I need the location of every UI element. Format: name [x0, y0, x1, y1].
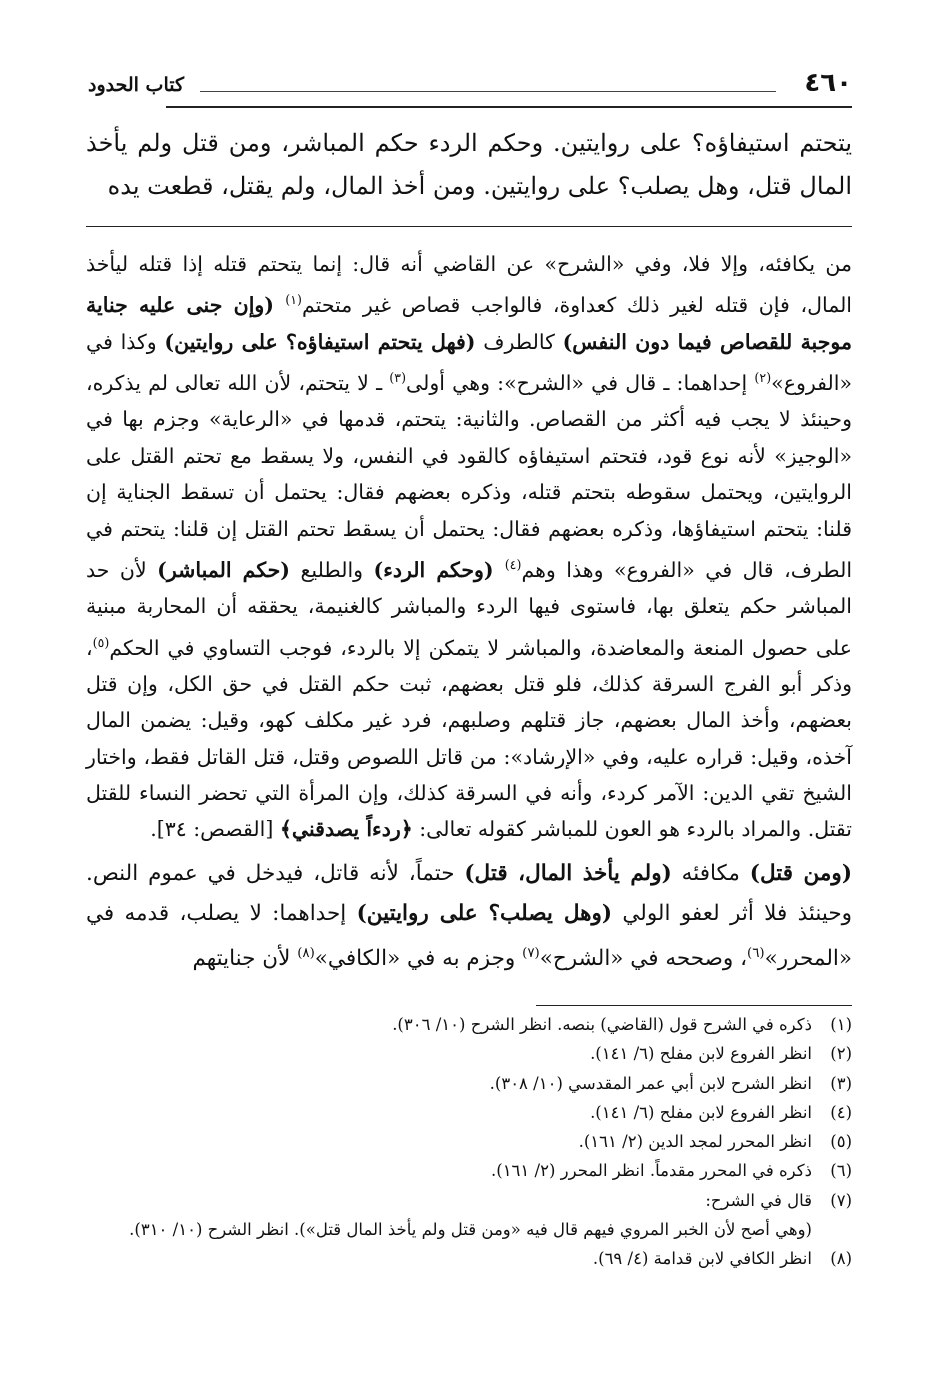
main-text: يتحتم استيفاؤه؟ على روايتين. وحكم الردء حكم المباشر، ومن قتل ولم يأخذ المال قتل، وهل يصلب؟ على روايتين. ومن أخذ المال، ولم يقتل، قطعت يده: [86, 129, 852, 200]
footnote-ref: (٣): [389, 370, 407, 386]
footnote-number: (٤): [830, 1102, 852, 1122]
footnote: [86, 1010, 852, 1039]
matn-quote: (ومن قتل): [749, 860, 852, 886]
footnote: [86, 1098, 852, 1127]
commentary-text: إحداهما: لا يصلب، قدمه في «المحرر»: [86, 900, 852, 971]
footnote-text: انظر الفروع لابن مفلح (٦/ ١٤١).: [590, 1044, 812, 1064]
footnote-text: انظر الشرح لابن أبي عمر المقدسي (١٠/ ٣٠٨).: [489, 1073, 812, 1093]
commentary: [86, 246, 852, 979]
footnote-ref: (٤): [504, 556, 522, 572]
footnote-number: (٨): [830, 1249, 852, 1269]
page-number: ٤٦٠: [804, 68, 852, 98]
footnote-number: (٢): [830, 1044, 852, 1064]
commentary-text: حتماً، لأنه قاتل، فيدخل في عموم النص. وحينئذ فلا أثر لعفو الولي: [86, 860, 852, 926]
matn-quote: (ولم يأخذ المال، قتل): [464, 860, 672, 886]
commentary-text: والطليع: [290, 557, 374, 582]
footnote: [86, 1156, 852, 1185]
footnote-quote: (وهي أصح لأن الخبر المروي فيهم قال فيه «ومن قتل ولم يأخذ المال قتل»). انظر الشرح (١٠/ ٣١٠).: [129, 1220, 812, 1240]
commentary-text: ـ لا يتحتم، لأن الله تعالى لم يذكره، وحينئذ لا يجب فيه أكثر من القصاص. والثانية: يتحتم، قدمها في «الرعاية» وجزم بها في «الوجيز» لأنه نوع قود، فتحتم استيفاؤه كالقود في النفس، ولا يسقط مع تحتم القتل على الروايتين، ويحتمل سقوطه بتحتم قتله، وذكره بعضهم فقال: يحتمل أن تسقط الجناية إن قلنا: يتحتم استيفاؤها، وذكره بعضهم فقال: يحتمل أن يسقط تحتم القتل إن قلنا: يتحتم في الطرف، قال في «الفروع» وهذا وهم: [86, 370, 853, 582]
footnote: [86, 1069, 852, 1098]
commentary-paragraph-1: [86, 246, 852, 848]
matn-quote: (فهل يتحتم استيفاؤه؟ على روايتين): [164, 329, 476, 354]
commentary-text: وكذا في «الفروع»: [86, 329, 853, 395]
commentary-paragraph-2: [86, 854, 852, 979]
footnote: [86, 1186, 852, 1215]
footnotes: [86, 1010, 852, 1274]
matn-quote: (وإن جنى عليه جناية موجبة للقصاص فيما دون النفس): [86, 293, 852, 354]
footnote-ref: (٢): [754, 370, 772, 386]
footnote: [86, 1039, 852, 1068]
commentary-text: إحداهما: ـ قال في «الشرح»: وهي أولى: [406, 370, 755, 395]
header-underline: [166, 106, 852, 108]
footnote-text: انظر المحرر لمجد الدين (٢/ ١٦١).: [578, 1132, 812, 1152]
footnote-number: (٥): [830, 1132, 852, 1152]
commentary-text: ، وصححه في «الشرح»: [539, 945, 748, 971]
running-title: كتاب الحدود: [88, 74, 185, 96]
footnote-text: انظر الكافي لابن قدامة (٤/ ٦٩).: [592, 1249, 812, 1269]
commentary-text: وجزم به في «الكافي»: [314, 945, 523, 971]
matn-quote: (وحكم الردء): [373, 557, 505, 582]
footnote-number: (٣): [830, 1073, 852, 1093]
matn-quote: (وهل يصلب؟ على روايتين): [356, 900, 613, 926]
footnote-text: ذكره في المحرر مقدماً. انظر المحرر (٢/ ١٦١).: [491, 1161, 812, 1181]
footnote: [86, 1127, 852, 1156]
footnote-number: (٧): [830, 1190, 852, 1210]
footnote-ref: (١): [285, 292, 302, 308]
text-divider: [86, 226, 852, 227]
footnote-ref: (٨): [297, 945, 315, 961]
footnote-text: انظر الفروع لابن مفلح (٦/ ١٤١).: [590, 1102, 812, 1122]
footnote: [86, 1244, 852, 1273]
commentary-text: مكافئه: [671, 860, 750, 886]
commentary-text: ، وذكر أبو الفرج السرقة كذلك، فلو قتل بعضهم، ثبت حكم القتل في حق الكل، وإن قتل بعضهم، وأخذ المال بعضهم، جاز قتلهم وصلبهم، فرد غير مكلف كهو، وقيل: يضمن المال آخذه، وقيل: قراره عليه، وفي «الإرشاد»: من قاتل اللصوص وقتل، قتل القاتل فقط، واختار الشيخ تقي الدين: الآمر كردء، وأنه في السرقة كذلك، وإن المرأة التي تحضر النساء للقتل تقتل. والمراد بالردء هو العون للمباشر كقوله تعالى:: [86, 635, 852, 842]
commentary-text: لأن جنايتهم: [192, 945, 298, 971]
footnote-number: (١): [830, 1015, 852, 1034]
commentary-text: [القصص: ٣٤].: [150, 817, 280, 842]
commentary-text: كالطرف: [475, 329, 563, 354]
footnote-number: (٦): [830, 1161, 852, 1181]
matn-quote: (حكم المباشر): [157, 557, 291, 582]
commentary-text: لأن حد المباشر حكم يتعلق بها، فاستوى فيها الردء والمباشر كالغنيمة، يحققه أن المحاربة مبنية على حصول المنعة والمعاضدة، والمباشر لا يتمكن إلا بالردء، فوجب التساوي في الحكم: [86, 557, 852, 660]
footnote-ref: (٦): [747, 945, 765, 961]
footnote-text: قال في الشرح:: [705, 1190, 812, 1210]
footnote-ref: (٧): [522, 945, 540, 961]
footnote-ref: (٥): [92, 634, 110, 650]
footnote-text: ذكره في الشرح قول (القاضي) بنصه. انظر الشرح (١٠/ ٣٠٦).: [392, 1015, 812, 1034]
commentary-text: من يكافئه، وإلا فلا، وفي «الشرح» عن القاضي أنه قال: إنما يتحتم قتله إذا قتله ليأخذ المال، فإن قتله لغير ذلك كعداوة، فالواجب قصاص غير متحتم: [86, 252, 853, 318]
matn-quote: ﴿ردءاً يصدقني﴾: [279, 817, 413, 842]
header-rule: [200, 91, 776, 92]
page-header: [88, 62, 852, 106]
footnote-divider: [536, 1005, 852, 1006]
